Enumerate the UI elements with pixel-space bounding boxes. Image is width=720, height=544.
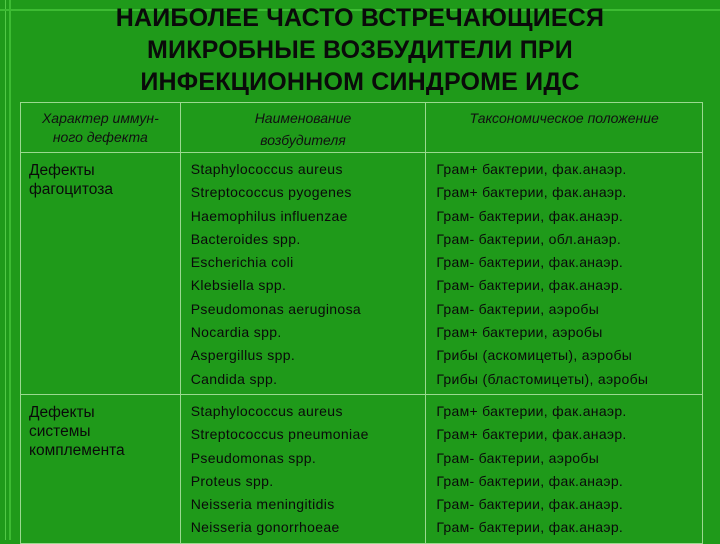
header-text: Таксономическое положение <box>469 110 659 126</box>
pathogen-item: Aspergillus spp. <box>190 347 296 364</box>
taxonomy-item: Грам+ бактерии, фак.анаэр. <box>436 184 627 201</box>
taxonomy-item: Грам- бактерии, обл.анаэр. <box>436 230 622 247</box>
header-text: возбудителя <box>260 132 346 148</box>
taxonomy-cell <box>426 153 703 395</box>
taxonomy-item: Грам- бактерии, фак.анаэр. <box>436 496 624 513</box>
category-text: фагоцитоза <box>29 181 113 198</box>
pathogen-item: Staphylococcus aureus <box>190 402 343 419</box>
category-text: системы <box>29 422 91 440</box>
title-line-3: ИНФЕКЦИОННОМ СИНДРОМЕ ИДС <box>140 68 580 96</box>
category-cell <box>21 153 181 395</box>
taxonomy-item: Грам+ бактерии, фак.анаэр. <box>436 402 627 419</box>
pathogen-item: Escherichia coli <box>190 254 294 271</box>
taxonomy-item: Грам+ бактерии, аэробы <box>436 324 603 341</box>
pathogen-item: Nocardia spp. <box>190 324 282 341</box>
slide-title <box>20 2 700 98</box>
pathogen-item: Streptococcus pneumoniae <box>190 426 369 443</box>
taxonomy-item: Грам- бактерии, фак.анаэр. <box>436 519 624 536</box>
title-line-1: НАИБОЛЕЕ ЧАСТО ВСТРЕЧАЮЩИЕСЯ <box>115 4 605 32</box>
pathogen-item: Klebsiella spp. <box>190 277 287 294</box>
taxonomy-list <box>426 153 702 394</box>
pathogen-item: Staphylococcus aureus <box>190 161 343 177</box>
pathogen-list <box>181 395 426 543</box>
header-text: Наименование <box>254 110 352 126</box>
pathogen-cell <box>180 394 426 543</box>
table-row <box>21 153 703 395</box>
pathogen-item: Streptococcus pyogenes <box>190 184 352 201</box>
pathogen-item: Proteus spp. <box>190 472 274 489</box>
background-line <box>9 0 11 540</box>
category-text: Дефекты <box>29 403 95 421</box>
pathogen-item: Bacteroides spp. <box>190 230 301 247</box>
pathogen-list <box>181 153 426 394</box>
pathogen-item: Neisseria meningitidis <box>190 496 335 513</box>
background-line <box>5 0 6 540</box>
taxonomy-item: Грам- бактерии, фак.анаэр. <box>436 207 624 224</box>
table-row <box>21 394 703 543</box>
taxonomy-item: Грам- бактерии, фак.анаэр. <box>436 472 624 489</box>
taxonomy-item: Грам- бактерии, фак.анаэр. <box>436 254 624 271</box>
header-pathogen-name <box>180 103 426 153</box>
pathogen-item: Neisseria gonorrhoeae <box>190 519 340 536</box>
taxonomy-item: Грам- бактерии, аэробы <box>436 300 600 317</box>
pathogens-table <box>20 102 703 544</box>
taxonomy-item: Грам+ бактерии, фак.анаэр. <box>436 426 627 443</box>
taxonomy-item: Грибы (аскомицеты), аэробы <box>436 347 633 364</box>
header-immune-defect <box>21 103 181 153</box>
taxonomy-cell <box>426 394 703 543</box>
pathogen-item: Pseudomonas aeruginosa <box>190 300 362 317</box>
pathogen-item: Pseudomonas spp. <box>190 449 317 466</box>
taxonomy-list <box>426 395 702 543</box>
taxonomy-item: Грам- бактерии, фак.анаэр. <box>436 277 624 294</box>
header-text: Характер иммун- <box>41 110 159 126</box>
header-taxonomy <box>426 103 703 153</box>
category-cell <box>21 394 181 543</box>
pathogen-item: Candida spp. <box>190 370 278 387</box>
pathogen-cell <box>180 153 426 395</box>
header-text: ного дефекта <box>52 129 148 145</box>
taxonomy-item: Грам+ бактерии, фак.анаэр. <box>436 161 627 177</box>
taxonomy-item: Грам- бактерии, аэробы <box>436 449 600 466</box>
category-text: Дефекты <box>29 162 95 179</box>
category-text: комплемента <box>29 441 125 459</box>
pathogen-item: Haemophilus influenzae <box>190 207 348 224</box>
table-header-row <box>21 103 703 153</box>
title-line-2: МИКРОБНЫЕ ВОЗБУДИТЕЛИ ПРИ <box>147 36 573 64</box>
taxonomy-item: Грибы (бластомицеты), аэробы <box>436 370 649 387</box>
